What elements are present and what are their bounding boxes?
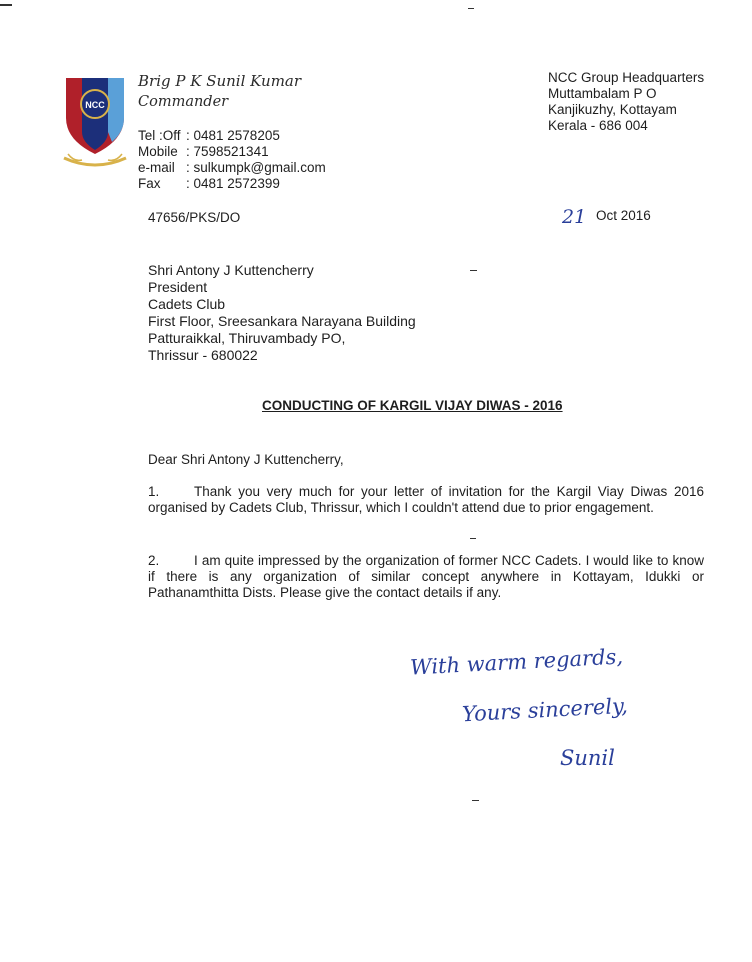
contact-mobile: Mobile : 7598521341 xyxy=(138,144,269,159)
contact-fax: Fax : 0481 2572399 xyxy=(138,176,280,191)
ncc-emblem-icon xyxy=(60,72,130,172)
recipient-address: Shri Antony J Kuttencherry President Cadets Club First Floor, Sreesankara Narayana Building Patturaikkal, Thiruvambady PO, Thrissur - 680022 xyxy=(148,262,416,363)
contact-block xyxy=(138,128,326,192)
signatory-name: Brig P K Sunil Kumar xyxy=(138,72,302,90)
date-month-year: Oct 2016 xyxy=(596,208,651,223)
closing-regards: With warm regards, xyxy=(409,644,624,680)
scan-mark xyxy=(470,538,476,539)
subject-line: CONDUCTING OF KARGIL VIJAY DIWAS - 2016 xyxy=(262,398,563,413)
contact-email: e-mail : sulkumpk@gmail.com xyxy=(138,160,326,175)
svg-text:NCC: NCC xyxy=(85,100,105,110)
scan-mark xyxy=(468,8,474,9)
scan-mark xyxy=(472,800,479,801)
scan-mark xyxy=(0,4,12,6)
salutation: Dear Shri Antony J Kuttencherry, xyxy=(148,452,344,467)
sender-address: NCC Group Headquarters Muttambalam P O Kanjikuzhy, Kottayam Kerala - 686 004 xyxy=(548,70,705,133)
signatory-role: Commander xyxy=(138,94,229,110)
paragraph-1: 1. Thank you very much for your letter of invitation for the Kargil Viay Diwas 2016 organised by Cadets Club, Thrissur, which I couldn't attend due to prior engagement. xyxy=(148,484,704,515)
reference-number: 47656/PKS/DO xyxy=(148,210,241,225)
date-day-handwritten: 21 xyxy=(562,206,587,228)
paragraph-2: 2. I am quite impressed by the organization of former NCC Cadets. I would like to know if there is any organization of similar concept anywhere in Kottayam, Idukki or Pathanamthitta Dists. Please give the contact details if any. xyxy=(148,553,704,600)
handwritten-signature: Sunil xyxy=(560,746,615,770)
closing-sincerely: Yours sincerely, xyxy=(461,693,629,727)
contact-phone-office: Tel :Off : 0481 2578205 xyxy=(138,128,280,143)
scan-mark xyxy=(470,270,477,271)
